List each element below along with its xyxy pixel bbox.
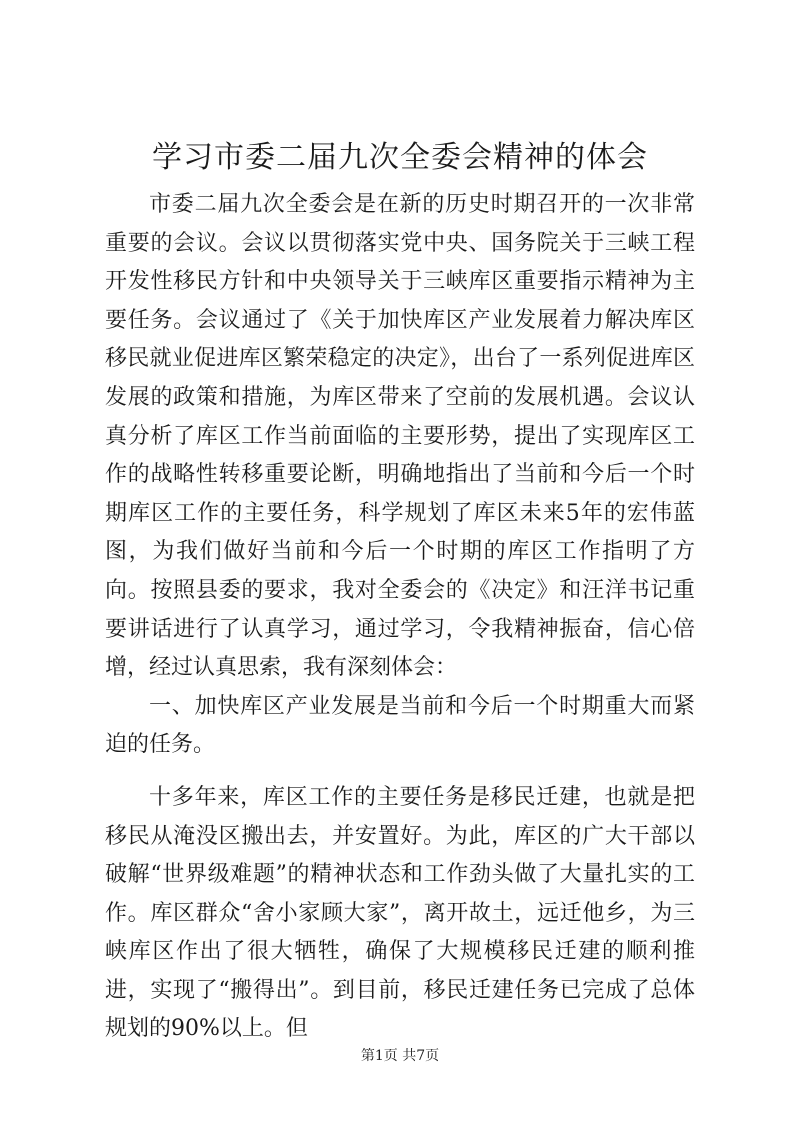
document-body: [105, 186, 695, 1049]
paragraph-intro: 市委二届九次全委会是在新的历史时期召开的一次非常重要的会议。会议以贯彻落实党中央、国务院关于三峡工程开发性移民方针和中央领导关于三峡库区重要指示精神为主要任务。会议通过了《关于加快库区产业发展着力解决库区移民就业促进库区繁荣稳定的决定》，出台了一系列促进库区发展的政策和措施，为库区带来了空前的发展机遇。会议认真分析了库区工作当前面临的主要形势，提出了实现库区工作的战略性转移重要论断，明确地指出了当前和今后一个时期库区工作的主要任务，科学规划了库区未来5年的宏伟蓝图，为我们做好当前和今后一个时期的库区工作指明了方向。按照县委的要求，我对全委会的《决定》和汪洋书记重要讲话进行了认真学习，通过学习，令我精神振奋，信心倍增，经过认真思索，我有深刻体会：: [105, 192, 695, 681]
paragraph-migration: 十多年来，库区工作的主要任务是移民迁建，也就是把移民从淹没区搬出去，并安置好。为此，库区的广大干部以破解“世界级难题”的精神状态和工作劲头做了大量扎实的工作。库区群众“舍小家顾大家”，离开故土，远迁他乡，为三峡库区作出了很大牺牲，确保了大规模移民迁建的顺利推进，实现了“搬得出”。到目前，移民迁建任务已完成了总体规划的90%以上。但: [105, 784, 695, 1042]
document-title: 学习市委二届九次全委会精神的体会: [152, 140, 648, 175]
paragraph-section-heading: 一、加快库区产业发展是当前和今后一个时期重大而紧迫的任务。: [105, 693, 695, 758]
page-footer: 第1页 共7页: [360, 1048, 440, 1064]
